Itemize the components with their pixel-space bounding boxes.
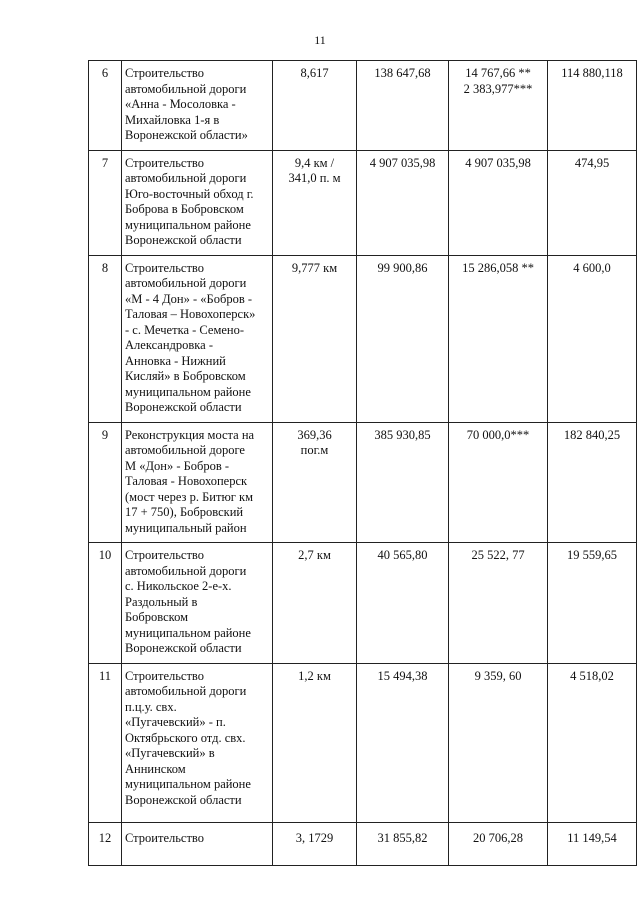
project-name: Строительство автомобильной дороги «Анна - Мосоловка - Михайловка 1-я в Воронежской области» [122, 61, 273, 151]
project-length: 9,777 км [273, 255, 357, 422]
funded-amount: 15 286,058 ** [449, 255, 548, 422]
table-row [89, 822, 637, 865]
funded-amount: 4 907 035,98 [449, 150, 548, 255]
total-cost: 138 647,68 [357, 61, 449, 151]
project-length: 369,36 пог.м [273, 422, 357, 543]
project-length: 3, 1729 [273, 822, 357, 865]
project-length: 1,2 км [273, 663, 357, 822]
row-number: 9 [89, 422, 122, 543]
funded-amount: 25 522, 77 [449, 543, 548, 664]
project-length: 2,7 км [273, 543, 357, 664]
roads-table [88, 60, 637, 866]
table-row [89, 663, 637, 822]
project-name: Строительство автомобильной дороги Юго-восточный обход г. Боброва в Бобровском муниципальном районе Воронежской области [122, 150, 273, 255]
row-number: 7 [89, 150, 122, 255]
row-number: 6 [89, 61, 122, 151]
remaining-amount: 11 149,54 [548, 822, 637, 865]
project-name: Строительство автомобильной дороги «М - 4 Дон» - «Бобров - Таловая – Новохоперск» - с. Мечетка - Семено- Александровка - Анновка - Нижний Кисляй» в Бобровском муниципальном районе Воронежской области [122, 255, 273, 422]
total-cost: 40 565,80 [357, 543, 449, 664]
row-number: 10 [89, 543, 122, 664]
project-name: Строительство автомобильной дороги с. Никольское 2-е-х. Раздольный в Бобровском муниципальном районе Воронежской области [122, 543, 273, 664]
table-row [89, 255, 637, 422]
remaining-amount: 4 518,02 [548, 663, 637, 822]
total-cost: 31 855,82 [357, 822, 449, 865]
total-cost: 15 494,38 [357, 663, 449, 822]
total-cost: 99 900,86 [357, 255, 449, 422]
total-cost: 4 907 035,98 [357, 150, 449, 255]
funded-amount: 20 706,28 [449, 822, 548, 865]
remaining-amount: 19 559,65 [548, 543, 637, 664]
table-row [89, 61, 637, 151]
project-length: 8,617 [273, 61, 357, 151]
project-name: Строительство [122, 822, 273, 865]
remaining-amount: 114 880,118 [548, 61, 637, 151]
row-number: 12 [89, 822, 122, 865]
project-name: Реконструкция моста на автомобильной дороге М «Дон» - Бобров - Таловая - Новохоперск (мост через р. Битюг км 17 + 750), Бобровский муниципальный район [122, 422, 273, 543]
funded-amount: 70 000,0*** [449, 422, 548, 543]
project-length: 9,4 км / 341,0 п. м [273, 150, 357, 255]
row-number: 8 [89, 255, 122, 422]
funded-amount: 14 767,66 ** 2 383,977*** [449, 61, 548, 151]
page-number: 11 [314, 33, 326, 47]
table-row [89, 543, 637, 664]
row-number: 11 [89, 663, 122, 822]
funded-amount: 9 359, 60 [449, 663, 548, 822]
total-cost: 385 930,85 [357, 422, 449, 543]
table-row [89, 422, 637, 543]
remaining-amount: 182 840,25 [548, 422, 637, 543]
remaining-amount: 4 600,0 [548, 255, 637, 422]
project-name: Строительство автомобильной дороги п.ц.у. свх. «Пугачевский» - п. Октябрьского отд. свх. «Пугачевский» в Аннинском муниципальном районе Воронежской области [122, 663, 273, 822]
remaining-amount: 474,95 [548, 150, 637, 255]
table-row [89, 150, 637, 255]
